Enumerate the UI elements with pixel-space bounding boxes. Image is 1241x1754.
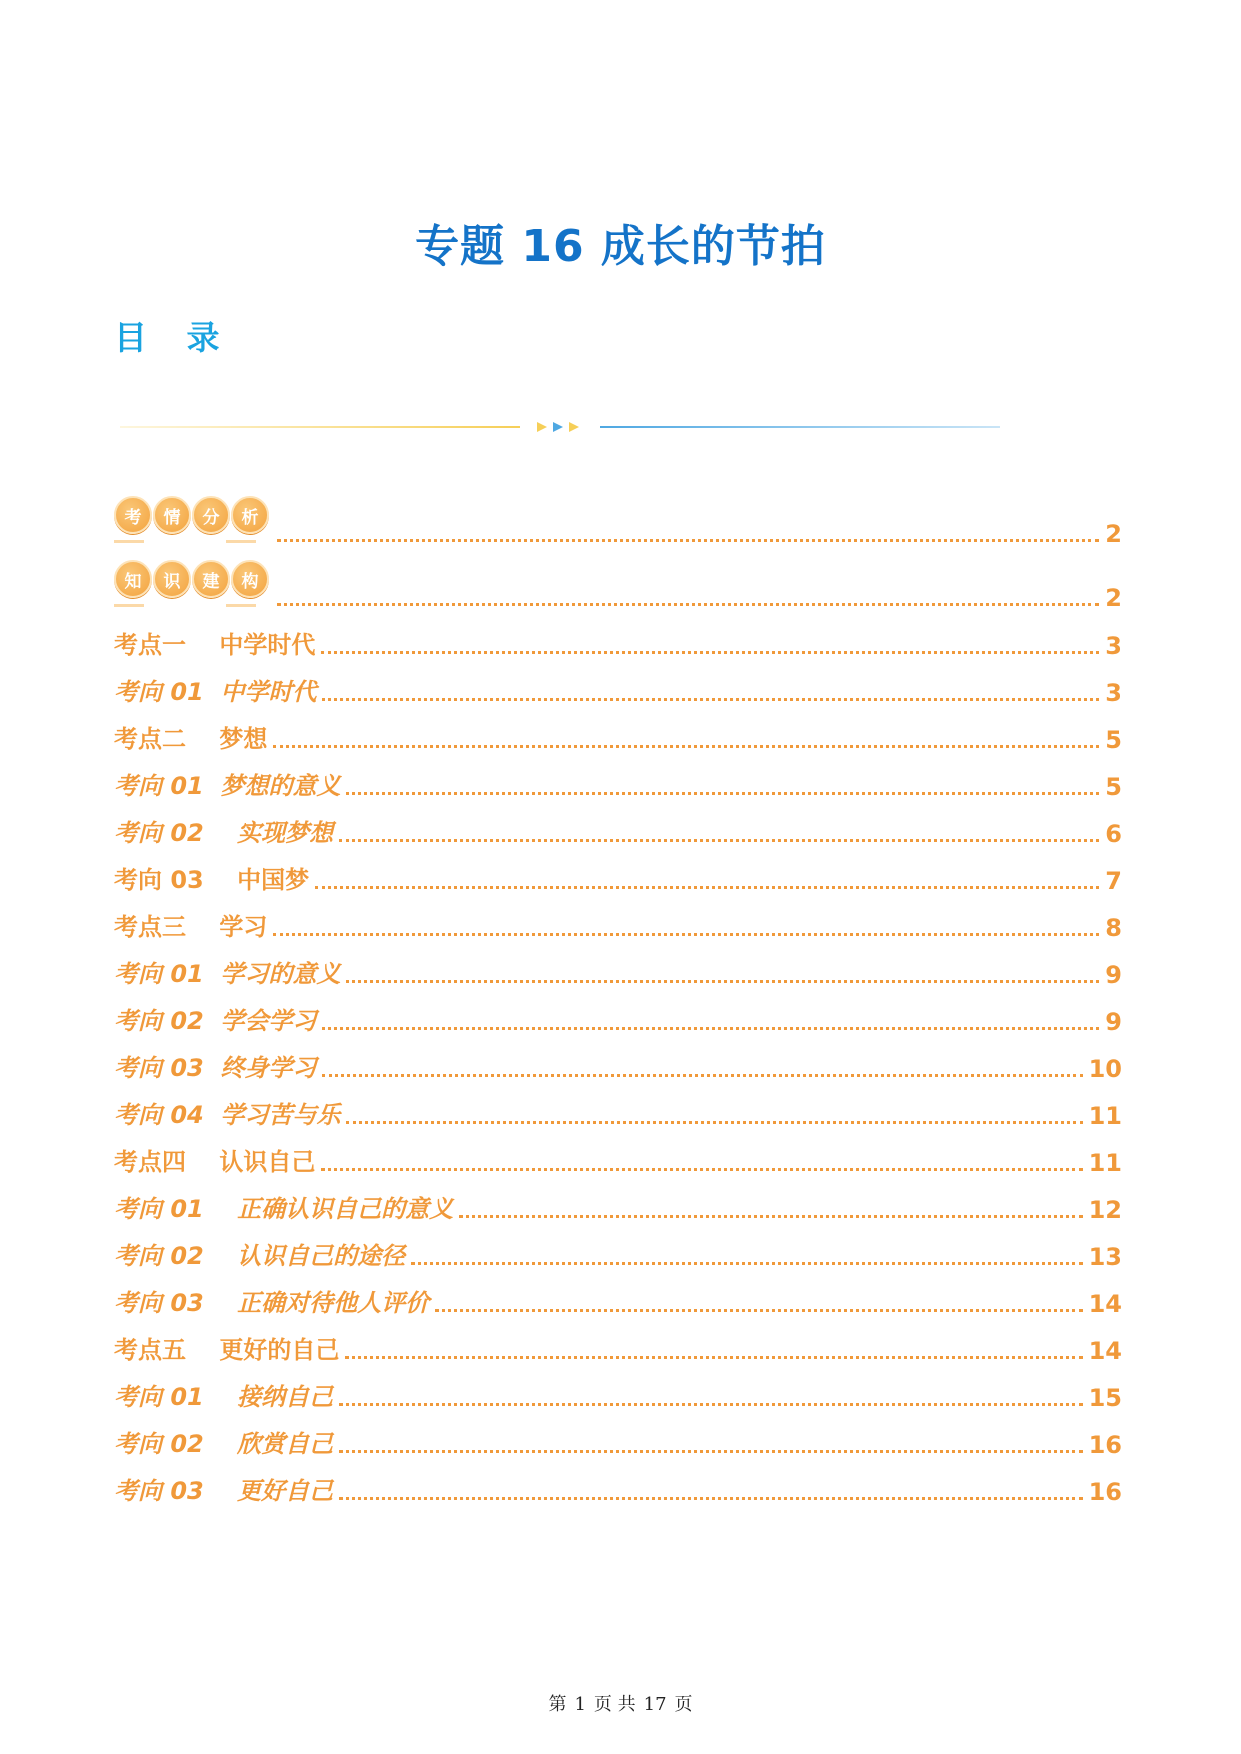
toc-entry[interactable]: [114, 1474, 1122, 1506]
toc-entry[interactable]: [114, 816, 1122, 848]
badge-circle: 构: [231, 560, 269, 598]
toc-entry-label: 考向 03 更好自己: [114, 1477, 334, 1505]
dot-leader: [345, 1356, 1082, 1359]
toc-entry-label: 考点四 认识自己: [114, 1148, 316, 1176]
toc-entry[interactable]: [114, 1051, 1122, 1083]
dot-leader: [339, 1450, 1082, 1453]
toc-page-number: 10: [1088, 1055, 1122, 1083]
toc-entry[interactable]: [114, 1286, 1122, 1318]
toc-page-number: 15: [1088, 1384, 1122, 1412]
dot-leader: [346, 1121, 1082, 1124]
toc-page-number: 11: [1088, 1149, 1122, 1177]
footer-mid: 页 共: [593, 1694, 636, 1715]
dot-leader: [346, 792, 1099, 795]
dot-leader: [277, 539, 1099, 542]
dot-leader: [277, 603, 1099, 606]
toc-page-number: 3: [1105, 632, 1122, 660]
dot-leader: [339, 1497, 1082, 1500]
toc-entry[interactable]: [114, 863, 1122, 895]
toc-entry-label: 考向 01 梦想的意义: [114, 772, 341, 800]
dot-leader: [321, 651, 1099, 654]
toc-entry[interactable]: [114, 1239, 1122, 1271]
toc-page-number: 14: [1088, 1337, 1122, 1365]
dot-leader: [322, 698, 1099, 701]
toc-page-number: 14: [1088, 1290, 1122, 1318]
toc-badge-row[interactable]: [114, 560, 1122, 612]
toc-page-number: 7: [1105, 867, 1122, 895]
toc-entry[interactable]: [114, 1145, 1122, 1177]
toc-entry[interactable]: [114, 957, 1122, 989]
badge-circle: 考: [114, 496, 152, 534]
toc-entry-label: 考向 01 中学时代: [114, 678, 317, 706]
toc-page-number: 12: [1088, 1196, 1122, 1224]
decorative-divider: [120, 420, 1000, 434]
toc-page-number: 5: [1105, 726, 1122, 754]
toc-page-number: 13: [1088, 1243, 1122, 1271]
divider-line-right: [600, 426, 1000, 428]
page-footer: [0, 1690, 1241, 1716]
toc-page-number: 3: [1105, 679, 1122, 707]
badge-underline: [114, 604, 144, 607]
badge-circle: 知: [114, 560, 152, 598]
toc-entry-label: 考点三 学习: [114, 913, 268, 941]
dot-leader: [322, 1074, 1082, 1077]
divider-line-left: [120, 426, 520, 428]
triple-arrow-icon: [525, 420, 595, 434]
dot-leader: [315, 886, 1099, 889]
dot-leader: [411, 1262, 1082, 1265]
toc-entry[interactable]: [114, 675, 1122, 707]
badge-underline: [226, 604, 256, 607]
footer-current-page: 1: [574, 1694, 586, 1715]
toc-page-number: 6: [1105, 820, 1122, 848]
badge-circle: 建: [192, 560, 230, 598]
toc-entry[interactable]: [114, 1192, 1122, 1224]
dot-leader: [322, 1027, 1099, 1030]
badge-circle: 析: [231, 496, 269, 534]
toc-entry[interactable]: [114, 722, 1122, 754]
toc-badge-row[interactable]: [114, 496, 1122, 548]
toc-page-number: 16: [1088, 1431, 1122, 1459]
toc-entry-label: 考向 04 学习苦与乐: [114, 1101, 341, 1129]
toc-entry[interactable]: [114, 1004, 1122, 1036]
page-title: 专题 16 成长的节拍: [415, 221, 826, 272]
footer-suffix: 页: [674, 1694, 693, 1715]
toc-entry-label: 考向 02 认识自己的途径: [114, 1242, 406, 1270]
toc-entry[interactable]: [114, 1098, 1122, 1130]
toc-entry-label: 考点五 更好的自己: [114, 1336, 340, 1364]
toc-entry-label: 考向 02 欣赏自己: [114, 1430, 334, 1458]
toc-entry[interactable]: [114, 628, 1122, 660]
toc-page-number: 2: [1105, 520, 1122, 548]
toc-entry[interactable]: [114, 769, 1122, 801]
toc-entry-label: 考向 03 正确对待他人评价: [114, 1289, 430, 1317]
toc-heading: 目 录: [114, 318, 234, 357]
toc-page-number: 9: [1105, 1008, 1122, 1036]
toc-entry[interactable]: [114, 1333, 1122, 1365]
dot-leader: [273, 745, 1099, 748]
toc-entry-label: 考向 02 实现梦想: [114, 819, 334, 847]
dot-leader: [321, 1168, 1082, 1171]
toc-page-number: 11: [1088, 1102, 1122, 1130]
toc-entry-label: 考点二 梦想: [114, 725, 268, 753]
toc-page-number: 16: [1088, 1478, 1122, 1506]
dot-leader: [273, 933, 1099, 936]
footer-prefix: 第: [548, 1694, 567, 1715]
dot-leader: [459, 1215, 1082, 1218]
dot-leader: [339, 1403, 1082, 1406]
footer-total-pages: 17: [643, 1694, 667, 1715]
toc-entry[interactable]: [114, 910, 1122, 942]
badge-group: [114, 496, 269, 534]
toc-entry-label: 考点一 中学时代: [114, 631, 316, 659]
toc-entry[interactable]: [114, 1380, 1122, 1412]
toc-page-number: 2: [1105, 584, 1122, 612]
toc-entry-label: 考向 03 终身学习: [114, 1054, 317, 1082]
badge-underline: [114, 540, 144, 543]
dot-leader: [435, 1309, 1082, 1312]
badge-circle: 情: [153, 496, 191, 534]
toc-page-number: 8: [1105, 914, 1122, 942]
toc-page-number: 5: [1105, 773, 1122, 801]
toc-page-number: 9: [1105, 961, 1122, 989]
toc-entry-label: 考向 01 正确认识自己的意义: [114, 1195, 454, 1223]
toc-entry-label: 考向 02 学会学习: [114, 1007, 317, 1035]
badge-circle: 识: [153, 560, 191, 598]
toc-entry-label: 考向 01 接纳自己: [114, 1383, 334, 1411]
toc-entry-label: 考向 03 中国梦: [114, 866, 310, 894]
toc-entry-label: 考向 01 学习的意义: [114, 960, 341, 988]
dot-leader: [339, 839, 1099, 842]
toc-entry[interactable]: [114, 1427, 1122, 1459]
dot-leader: [346, 980, 1099, 983]
badge-underline: [226, 540, 256, 543]
badge-circle: 分: [192, 496, 230, 534]
badge-group: [114, 560, 269, 598]
